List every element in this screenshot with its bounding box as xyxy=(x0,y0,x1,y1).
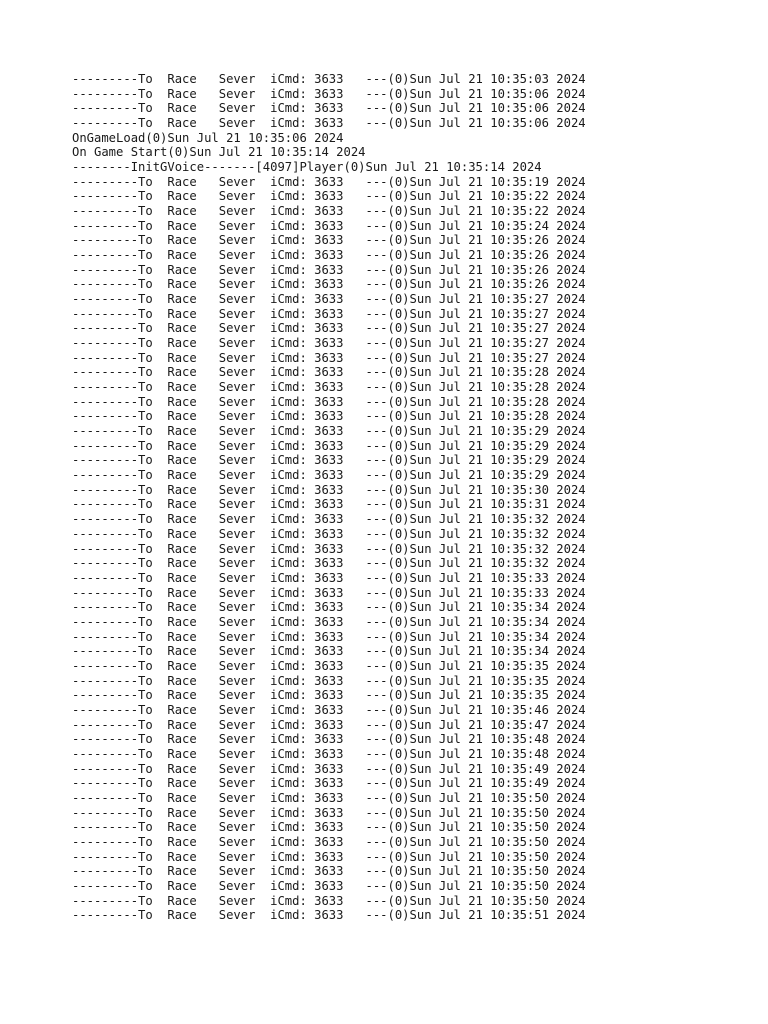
log-line: ---------To Race Sever iCmd: 3633 ---(0)Sun Jul 21 10:35:48 2024 xyxy=(72,746,586,761)
log-line: ---------To Race Sever iCmd: 3633 ---(0)Sun Jul 21 10:35:49 2024 xyxy=(72,761,586,776)
log-line: ---------To Race Sever iCmd: 3633 ---(0)Sun Jul 21 10:35:50 2024 xyxy=(72,790,586,805)
log-line: --------InitGVoice-------[4097]Player(0)Sun Jul 21 10:35:14 2024 xyxy=(72,160,542,175)
log-line: ---------To Race Sever iCmd: 3633 ---(0)Sun Jul 21 10:35:22 2024 xyxy=(72,204,586,219)
log-line: ---------To Race Sever iCmd: 3633 ---(0)Sun Jul 21 10:35:49 2024 xyxy=(72,776,586,791)
log-line: ---------To Race Sever iCmd: 3633 ---(0)Sun Jul 21 10:35:35 2024 xyxy=(72,658,586,673)
log-line: ---------To Race Sever iCmd: 3633 ---(0)Sun Jul 21 10:35:06 2024 xyxy=(72,116,586,131)
log-line: ---------To Race Sever iCmd: 3633 ---(0)Sun Jul 21 10:35:24 2024 xyxy=(72,218,586,233)
log-line: ---------To Race Sever iCmd: 3633 ---(0)Sun Jul 21 10:35:32 2024 xyxy=(72,526,586,541)
log-line: ---------To Race Sever iCmd: 3633 ---(0)Sun Jul 21 10:35:50 2024 xyxy=(72,849,586,864)
log-line: ---------To Race Sever iCmd: 3633 ---(0)Sun Jul 21 10:35:27 2024 xyxy=(72,321,586,336)
log-line: ---------To Race Sever iCmd: 3633 ---(0)Sun Jul 21 10:35:50 2024 xyxy=(72,820,586,835)
log-line: ---------To Race Sever iCmd: 3633 ---(0)Sun Jul 21 10:35:50 2024 xyxy=(72,893,586,908)
log-line: ---------To Race Sever iCmd: 3633 ---(0)Sun Jul 21 10:35:48 2024 xyxy=(72,732,586,747)
log-line: ---------To Race Sever iCmd: 3633 ---(0)Sun Jul 21 10:35:51 2024 xyxy=(72,908,586,923)
log-line: ---------To Race Sever iCmd: 3633 ---(0)Sun Jul 21 10:35:26 2024 xyxy=(72,262,586,277)
log-line: ---------To Race Sever iCmd: 3633 ---(0)Sun Jul 21 10:35:27 2024 xyxy=(72,336,586,351)
log-line: ---------To Race Sever iCmd: 3633 ---(0)Sun Jul 21 10:35:31 2024 xyxy=(72,497,586,512)
log-line: ---------To Race Sever iCmd: 3633 ---(0)Sun Jul 21 10:35:33 2024 xyxy=(72,570,586,585)
log-line: ---------To Race Sever iCmd: 3633 ---(0)Sun Jul 21 10:35:50 2024 xyxy=(72,864,586,879)
log-line: ---------To Race Sever iCmd: 3633 ---(0)Sun Jul 21 10:35:32 2024 xyxy=(72,541,586,556)
log-line: ---------To Race Sever iCmd: 3633 ---(0)Sun Jul 21 10:35:26 2024 xyxy=(72,233,586,248)
log-line: ---------To Race Sever iCmd: 3633 ---(0)Sun Jul 21 10:35:03 2024 xyxy=(72,72,586,86)
log-line: ---------To Race Sever iCmd: 3633 ---(0)Sun Jul 21 10:35:29 2024 xyxy=(72,424,586,439)
log-line: ---------To Race Sever iCmd: 3633 ---(0)Sun Jul 21 10:35:33 2024 xyxy=(72,585,586,600)
log-text xyxy=(72,72,586,923)
log-line: ---------To Race Sever iCmd: 3633 ---(0)Sun Jul 21 10:35:35 2024 xyxy=(72,673,586,688)
log-line: ---------To Race Sever iCmd: 3633 ---(0)Sun Jul 21 10:35:06 2024 xyxy=(72,86,586,101)
log-line: ---------To Race Sever iCmd: 3633 ---(0)Sun Jul 21 10:35:34 2024 xyxy=(72,614,586,629)
log-line: ---------To Race Sever iCmd: 3633 ---(0)Sun Jul 21 10:35:27 2024 xyxy=(72,292,586,307)
log-line: ---------To Race Sever iCmd: 3633 ---(0)Sun Jul 21 10:35:06 2024 xyxy=(72,101,586,116)
log-line: ---------To Race Sever iCmd: 3633 ---(0)Sun Jul 21 10:35:34 2024 xyxy=(72,629,586,644)
log-line: ---------To Race Sever iCmd: 3633 ---(0)Sun Jul 21 10:35:32 2024 xyxy=(72,556,586,571)
log-line: ---------To Race Sever iCmd: 3633 ---(0)Sun Jul 21 10:35:34 2024 xyxy=(72,600,586,615)
log-line: ---------To Race Sever iCmd: 3633 ---(0)Sun Jul 21 10:35:27 2024 xyxy=(72,350,586,365)
log-line: ---------To Race Sever iCmd: 3633 ---(0)Sun Jul 21 10:35:27 2024 xyxy=(72,306,586,321)
log-line: ---------To Race Sever iCmd: 3633 ---(0)Sun Jul 21 10:35:29 2024 xyxy=(72,453,586,468)
log-line: ---------To Race Sever iCmd: 3633 ---(0)Sun Jul 21 10:35:22 2024 xyxy=(72,189,586,204)
log-line: ---------To Race Sever iCmd: 3633 ---(0)Sun Jul 21 10:35:19 2024 xyxy=(72,174,586,189)
log-line: ---------To Race Sever iCmd: 3633 ---(0)Sun Jul 21 10:35:28 2024 xyxy=(72,380,586,395)
log-line: ---------To Race Sever iCmd: 3633 ---(0)Sun Jul 21 10:35:26 2024 xyxy=(72,277,586,292)
log-line: On Game Start(0)Sun Jul 21 10:35:14 2024 xyxy=(72,145,366,160)
log-line: OnGameLoad(0)Sun Jul 21 10:35:06 2024 xyxy=(72,130,344,145)
log-line: ---------To Race Sever iCmd: 3633 ---(0)Sun Jul 21 10:35:35 2024 xyxy=(72,688,586,703)
log-line: ---------To Race Sever iCmd: 3633 ---(0)Sun Jul 21 10:35:26 2024 xyxy=(72,248,586,263)
log-line: ---------To Race Sever iCmd: 3633 ---(0)Sun Jul 21 10:35:28 2024 xyxy=(72,365,586,380)
log-line: ---------To Race Sever iCmd: 3633 ---(0)Sun Jul 21 10:35:32 2024 xyxy=(72,512,586,527)
log-line: ---------To Race Sever iCmd: 3633 ---(0)Sun Jul 21 10:35:29 2024 xyxy=(72,468,586,483)
log-line: ---------To Race Sever iCmd: 3633 ---(0)Sun Jul 21 10:35:28 2024 xyxy=(72,409,586,424)
log-line: ---------To Race Sever iCmd: 3633 ---(0)Sun Jul 21 10:35:29 2024 xyxy=(72,438,586,453)
log-line: ---------To Race Sever iCmd: 3633 ---(0)Sun Jul 21 10:35:50 2024 xyxy=(72,878,586,893)
log-line: ---------To Race Sever iCmd: 3633 ---(0)Sun Jul 21 10:35:50 2024 xyxy=(72,834,586,849)
log-line: ---------To Race Sever iCmd: 3633 ---(0)Sun Jul 21 10:35:34 2024 xyxy=(72,644,586,659)
log-line: ---------To Race Sever iCmd: 3633 ---(0)Sun Jul 21 10:35:46 2024 xyxy=(72,702,586,717)
log-line: ---------To Race Sever iCmd: 3633 ---(0)Sun Jul 21 10:35:50 2024 xyxy=(72,805,586,820)
log-line: ---------To Race Sever iCmd: 3633 ---(0)Sun Jul 21 10:35:30 2024 xyxy=(72,482,586,497)
log-line: ---------To Race Sever iCmd: 3633 ---(0)Sun Jul 21 10:35:28 2024 xyxy=(72,394,586,409)
log-line: ---------To Race Sever iCmd: 3633 ---(0)Sun Jul 21 10:35:47 2024 xyxy=(72,717,586,732)
